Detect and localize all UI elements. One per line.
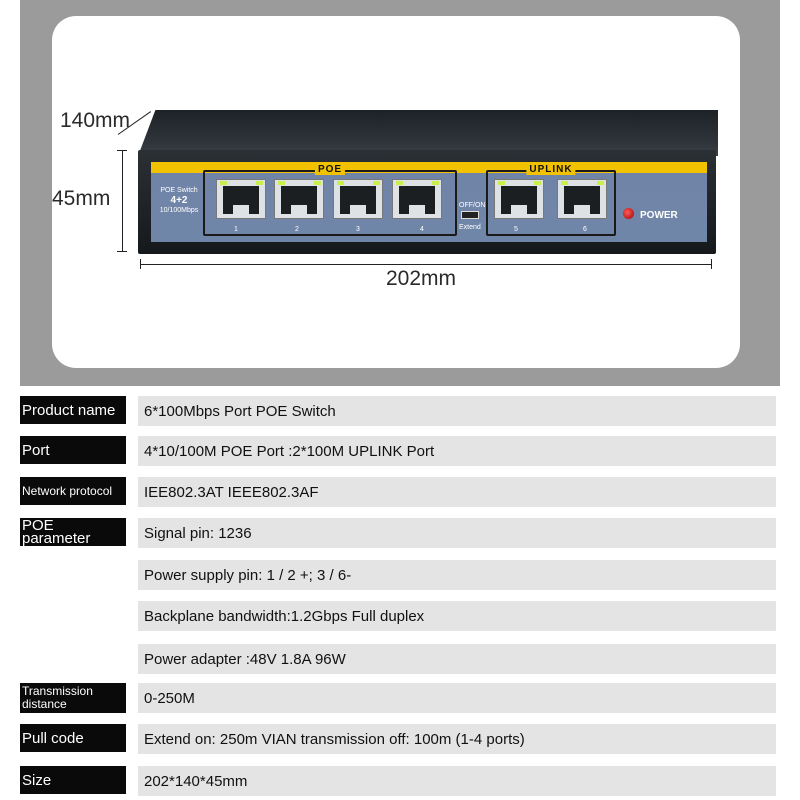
spec-value: Backplane bandwidth:1.2Gbps Full duplex (138, 601, 776, 631)
ethernet-port-1 (216, 179, 266, 219)
height-dimension-label: 45mm (52, 187, 111, 210)
ethernet-port-2 (274, 179, 324, 219)
extend-toggle-switch (461, 211, 479, 219)
panel-info-line1: POE Switch (160, 187, 198, 194)
spec-value: Signal pin: 1236 (138, 518, 776, 548)
width-dimension-line (140, 264, 712, 265)
panel-info-line2: 4+2 (170, 195, 188, 206)
port-number-5: 5 (514, 226, 518, 233)
spec-label: Port (20, 436, 126, 464)
port-number-6: 6 (583, 226, 587, 233)
height-dimension-tick-top (117, 150, 127, 151)
ethernet-port-6 (557, 179, 607, 219)
port-number-1: 1 (234, 226, 238, 233)
spec-label: Network protocol (20, 477, 126, 505)
port-number-2: 2 (295, 226, 299, 233)
spec-label: Pull code (20, 724, 126, 752)
spec-value: Power supply pin: 1 / 2 +; 3 / 6- (138, 560, 776, 590)
spec-value: 6*100Mbps Port POE Switch (138, 396, 776, 426)
spec-value: 202*140*45mm (138, 766, 776, 796)
depth-dimension-label: 140mm (60, 109, 131, 132)
spec-value: 4*10/100M POE Port :2*100M UPLINK Port (138, 436, 776, 466)
panel-info-block (155, 186, 203, 216)
port-number-4: 4 (420, 226, 424, 233)
extend-toggle-label-top: OFF/ON (459, 202, 486, 209)
spec-label: Product name (20, 396, 126, 424)
width-dimension-tick-left (140, 259, 141, 269)
ethernet-port-5 (494, 179, 544, 219)
power-led-icon (623, 208, 634, 219)
ethernet-port-3 (333, 179, 383, 219)
spec-value: 0-250M (138, 683, 776, 713)
spec-value: Extend on: 250m VIAN transmission off: 100m (1-4 ports) (138, 724, 776, 754)
spec-label: POE parameter (20, 518, 126, 546)
spec-label: Transmission distance (20, 683, 126, 713)
width-dimension-label: 202mm (386, 267, 457, 290)
spec-value: IEE802.3AT IEEE802.3AF (138, 477, 776, 507)
uplink-group-label: UPLINK (526, 164, 575, 175)
height-dimension-line (122, 150, 123, 252)
height-dimension-tick-bottom (117, 251, 127, 252)
poe-group-label: POE (315, 164, 345, 175)
spec-value: Power adapter :48V 1.8A 96W (138, 644, 776, 674)
panel-info-line3: 10/100Mbps (159, 207, 199, 214)
width-dimension-tick-right (711, 259, 712, 269)
spec-label: Size (20, 766, 126, 794)
power-label: POWER (640, 210, 678, 221)
extend-toggle-label-bottom: Extend (459, 224, 481, 231)
port-number-3: 3 (356, 226, 360, 233)
ethernet-port-4 (392, 179, 442, 219)
